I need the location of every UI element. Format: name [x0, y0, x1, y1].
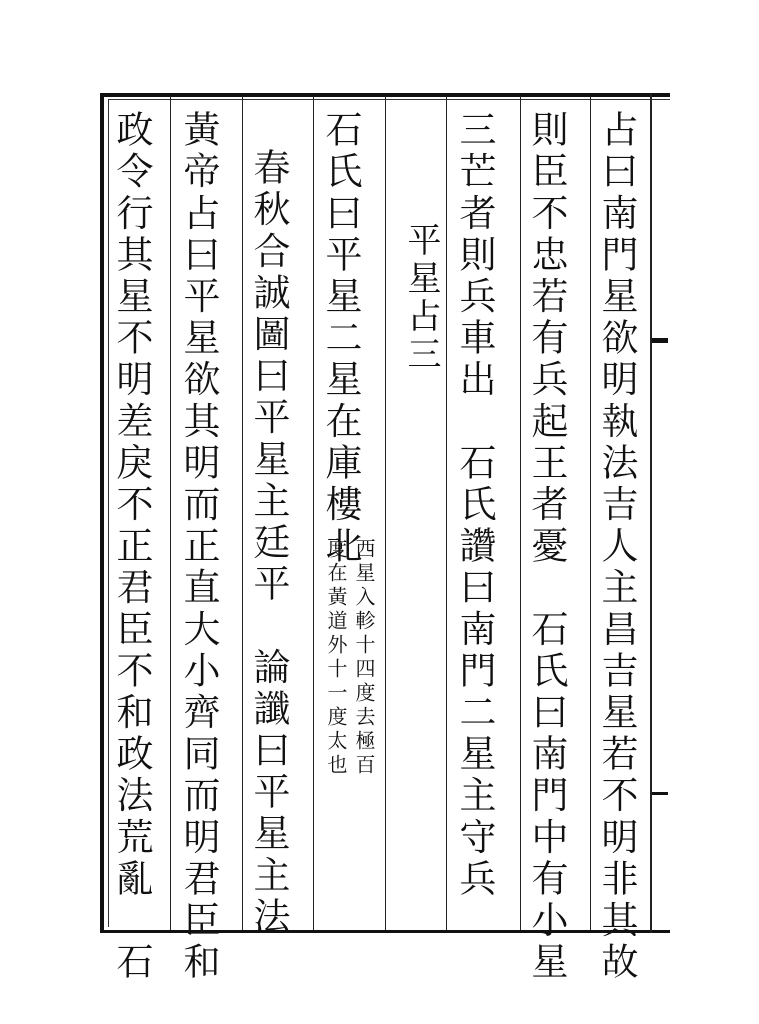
text-column-7: 黃帝占曰平星欲其明而正直大小齊同而明君臣和: [177, 110, 220, 984]
column-rule: [385, 96, 386, 930]
column-rule: [446, 96, 447, 930]
text-column-2: 則臣不忠若有兵起王者憂 石氏曰南門中有小星: [525, 110, 568, 984]
text-column-5: 石氏曰平星二星在庫樓北: [319, 110, 362, 568]
annotation-right-line: 西星入軫十四度去極百: [352, 538, 376, 778]
fold-mark: [652, 792, 668, 795]
text-column-3: 三芒者則兵車出 石氏讚曰南門二星主守兵: [453, 110, 496, 901]
column-rule: [242, 96, 243, 930]
column-rule: [590, 96, 591, 930]
fold-mark: [652, 338, 668, 343]
text-column-8: 政令行其星不明差戾不正君臣不和政法荒亂 石: [110, 110, 153, 984]
fold-strip: [650, 93, 668, 933]
column-rule: [170, 96, 171, 930]
section-title: 平星占三: [401, 222, 441, 374]
column-rule: [313, 96, 314, 930]
annotation-left-line: 度在黃道外十一度太也: [324, 538, 348, 778]
text-column-6: 春秋合誠圖曰平星主廷平 論讖曰平星主法: [247, 148, 290, 939]
column-rule: [520, 96, 521, 930]
text-column-1: 占曰南門星欲明執法吉人主昌吉星若不明非其故: [595, 110, 638, 984]
